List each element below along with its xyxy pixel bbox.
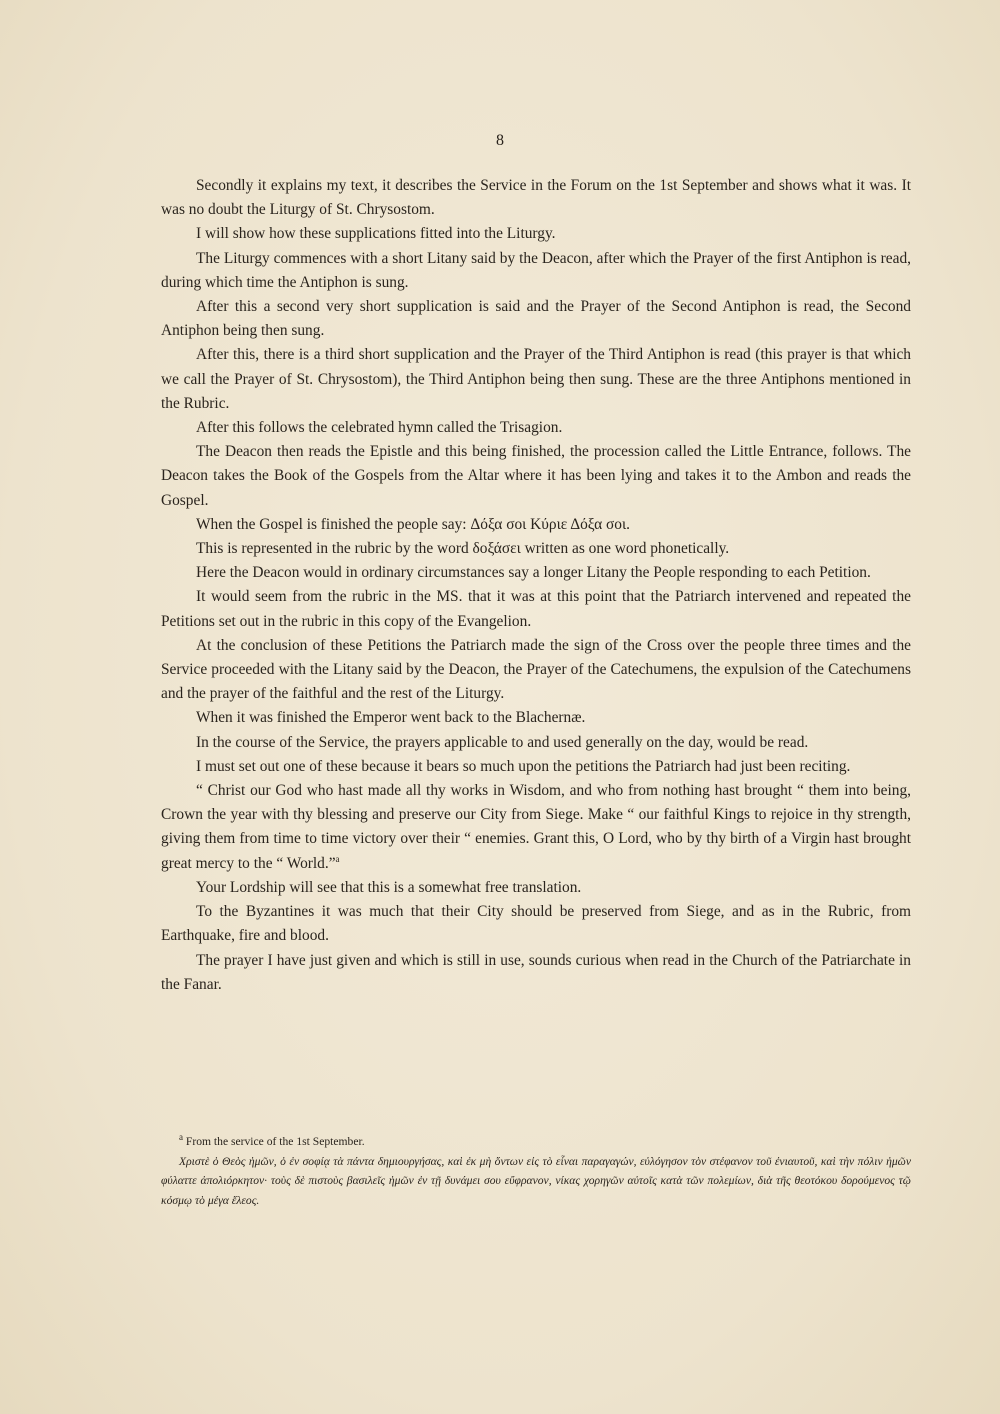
paragraph: The Liturgy commences with a short Litany said by the Deacon, after which the Prayer of the first Antiphon is read, during which time the Antiphon is sung. [161, 249, 911, 291]
paragraph: After this follows the celebrated hymn called the Trisagion. [196, 419, 563, 437]
footnote-greek-text: Χριστὲ ὁ Θεὸς ἡμῶν, ὁ ἐν σοφίᾳ τὰ πάντα δημιουργήσας, καὶ ἐκ μὴ ὄντων εἰς τὸ εἶναι παραγαγών, εὐλόγησον τὸν στέφανον τοῦ ἐνιαυτοῦ, καὶ τὴν πόλιν ἡμῶν φύλαττε ἀπολιόρκητον· τοὺς δὲ πιστοὺς βασιλεῖς ἡμῶν ἐν τῇ δυνάμει σου εὔφρανον, νίκας χορηγῶν αὐτοῖς κατὰ τῶν πολεμίων, διὰ τῆς θεοτόκου δορούμενος τῷ κόσμῳ τὸ μέγα ἔλεος. [161, 1154, 911, 1207]
paragraph: This is represented in the rubric by the word δοξάσει written as one word phonetically. [196, 540, 730, 558]
paragraph: At the conclusion of these Petitions the Patriarch made the sign of the Cross over the people three times and the Service proceeded with the Litany said by the Deacon, the Prayer of the Catechumens, the expulsion of the Catechumens and the prayer of the faithful and the rest of the Liturgy. [161, 636, 911, 703]
paragraph: After this a second very short supplication is said and the Prayer of the Second Antiphon is read, the Second Antiphon being then sung. [161, 298, 911, 340]
footnote-label [161, 1132, 911, 1152]
prayer-quote [161, 779, 911, 876]
paragraph: To the Byzantines it was much that their City should be preserved from Siege, and as in the Rubric, from Earthquake, fire and blood. [161, 903, 911, 945]
quote-text: “ Christ our God who hast made all thy works in Wisdom, and who from nothing hast brought “ them into being, Crown the year with thy blessing and preserve our City from Siege. Make “ our faithful Kings to rejoice in thy strength, giving them from time to time victory over their “ enemies. Grant this, O Lord, who by thy birth of a Virgin hast brought great mercy to the “ World.” [161, 782, 911, 872]
paragraph: The Deacon then reads the Epistle and this being finished, the procession called the Little Entrance, follows. The Deacon takes the Book of the Gospels from the Altar where it has been lying and takes it to the Ambon and reads the Gospel. [161, 443, 911, 509]
paragraph: When it was finished the Emperor went back to the Blachernæ. [196, 709, 586, 727]
footnote-marker: a [179, 1132, 183, 1143]
footnote-block [161, 1132, 911, 1210]
paragraph: Your Lordship will see that this is a somewhat free translation. [196, 878, 582, 896]
paragraph: After this, there is a third short supplication and the Prayer of the Third Antiphon is read (this prayer is that which we call the Prayer of St. Chrysostom), the Third Antiphon being then sung. These are the three Antiphons mentioned in the Rubric. [161, 346, 911, 412]
paragraph: Here the Deacon would in ordinary circumstances say a longer Litany the People responding to each Petition. [196, 564, 871, 582]
page-number: 8 [496, 132, 504, 149]
paragraph: When the Gospel is finished the people say: Δόξα σοι Κύριε Δόξα σοι. [196, 515, 630, 533]
paragraph: It would seem from the rubric in the MS. that it was at this point that the Patriarch intervened and repeated the Petitions set out in the rubric in this copy of the Evangelion. [161, 588, 911, 630]
paragraph: In the course of the Service, the prayers applicable to and used generally on the day, would be read. [196, 733, 809, 751]
footnote-label-text: From the service of the 1st September. [185, 1135, 365, 1148]
main-text [161, 174, 911, 997]
paragraph: I must set out one of these because it bears so much upon the petitions the Patriarch had just been reciting. [196, 757, 851, 775]
paragraph: Secondly it explains my text, it describes the Service in the Forum on the 1st September and shows what it was. It was no doubt the Liturgy of St. Chrysostom. [161, 177, 911, 219]
paragraph: I will show how these supplications fitted into the Liturgy. [196, 225, 556, 243]
paragraph: The prayer I have just given and which is still in use, sounds curious when read in the Church of the Patriarchate in the Fanar. [161, 951, 911, 993]
footnote-ref: a [335, 853, 340, 864]
